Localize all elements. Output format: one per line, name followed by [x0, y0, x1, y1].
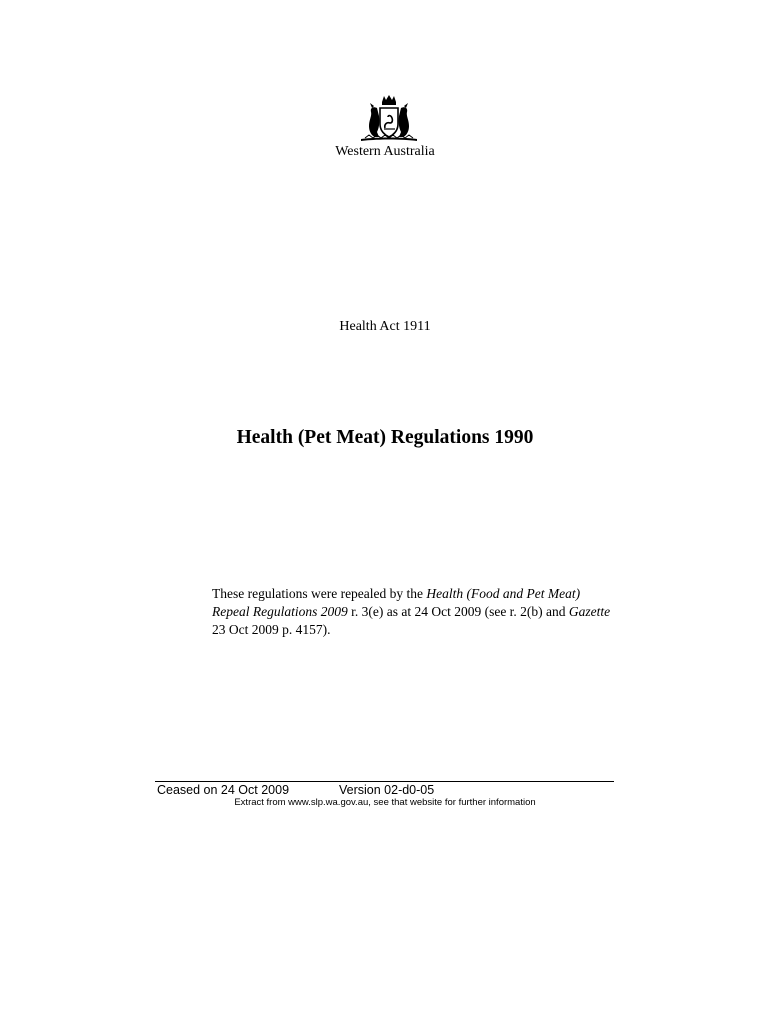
ceased-date: Ceased on 24 Oct 2009	[157, 783, 290, 797]
repeal-note	[212, 585, 612, 639]
repeal-note-text: These regulations were repealed by the	[212, 586, 427, 601]
gazette-label: Gazette	[568, 604, 611, 619]
document-title: Health (Pet Meat) Regulations 1990	[236, 427, 534, 448]
extract-notice: Extract from www.slp.wa.gov.au, see that website for further information	[234, 797, 536, 808]
parent-act-label: Health Act 1911	[339, 319, 431, 334]
repeal-note-text: r. 3(e) as at 24 Oct 2009 (see r. 2(b) and	[347, 604, 569, 619]
footer-divider	[155, 781, 614, 782]
jurisdiction-label: Western Australia	[335, 144, 435, 159]
repeal-note-text: 23 Oct 2009 p. 4157).	[212, 622, 331, 637]
coat-of-arms-icon	[355, 94, 423, 144]
repeal-regulations-title: Health (Food and Pet Meat) Repeal Regulations 2009	[212, 586, 581, 619]
version-label: Version 02-d0-05	[339, 783, 435, 797]
